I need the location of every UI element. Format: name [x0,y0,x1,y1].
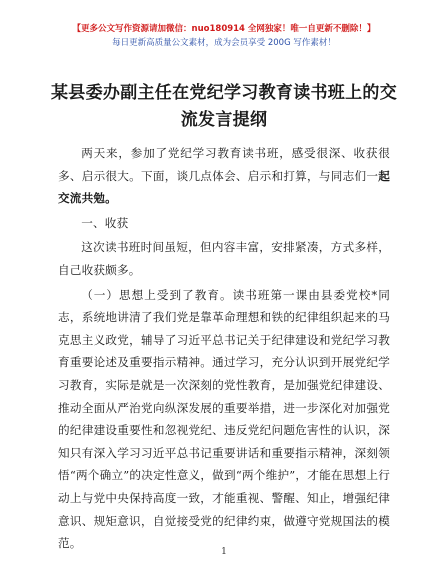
document-title: 某县委办副主任在党纪学习教育读书班上的交流发言提纲 [51,83,397,130]
promo-banner [0,22,448,50]
subsection-paragraph: （一）思想上受到了教育。读书班第一课由县委党校*同志，系统地讲清了我们党是靠革命理想和铁的纪律组织起来的马克思主义政党，辅导了习近平总书记关于纪律建设和党纪学习教育重要论述及重要指示精神。通过学习，充分认识到开展党纪学习教育，实际是就是一次深刻的党性教育，是加强党纪律建设、推动全面从严治党向纵深发展的重要举措，进一步深化对加强党的纪律建设重要性和忽视党纪、违反党纪问题危害性的认识，深知只有深入学习习近平总书记重要讲话和重要指示精神，深刻领悟“两个确立”的决定性意义，做到“两个维护”，才能在思想上行动上与党中央保持高度一致，才能重视、警醒、知止，增强纪律意识、规矩意识，自觉接受党的纪律约束，做遵守党规国法的模范。 [58,287,390,551]
intro-text: 两天来，参加了党纪学习教育读书班，感受很深、收获很多、启示很大。下面，谈几点体会、启示和打算，与同志们一 [58,146,390,183]
section-paragraph: 这次读书班时间虽短，但内容丰富，安排紧凑，方式多样，自己收获颇多。 [58,240,390,277]
promo-banner-line-2: 每日更新高质量公文素材，成为会员享受 200G 写作素材！ [112,38,336,48]
promo-banner-line-1: 【更多公文写作资源请加微信：nuo180914 全网独家！唯一自更新不删除！】 [72,24,376,34]
section-heading-harvest: 一、收获 [81,215,129,230]
intro-bold-text: 起交流共勉。 [58,168,390,206]
page-number: 1 [221,547,227,557]
intro-paragraph [58,142,390,210]
document-body [58,142,390,555]
